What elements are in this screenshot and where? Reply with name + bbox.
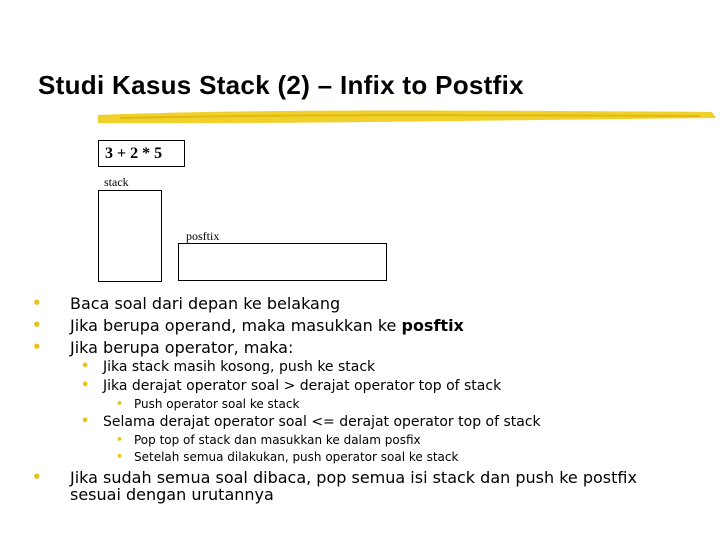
bullet-stack-empty bbox=[81, 359, 376, 375]
stack-label: stack bbox=[104, 175, 129, 189]
bullet-pop-top bbox=[116, 433, 421, 447]
bullet-text: Jika berupa operand, maka masukkan ke bbox=[70, 316, 402, 335]
bullet-icon: • bbox=[116, 433, 124, 446]
bullet-push-after bbox=[116, 450, 459, 464]
postfix-box bbox=[178, 243, 387, 281]
bullet-icon: • bbox=[32, 338, 42, 356]
bullet-lower-precedence bbox=[81, 414, 541, 430]
slide-title: Studi Kasus Stack (2) – Infix to Postfix bbox=[38, 70, 524, 100]
bullet-operator bbox=[32, 338, 294, 357]
bullet-text: Setelah semua dilakukan, push operator soal ke stack bbox=[134, 450, 459, 464]
bullet-text: Jika sudah semua soal dibaca, pop semua isi stack dan push ke postfix bbox=[70, 468, 637, 487]
bullet-text: Jika stack masih kosong, push ke stack bbox=[103, 359, 376, 375]
bullet-bold-text: posftix bbox=[401, 316, 464, 335]
bullet-text: Jika berupa operator, maka: bbox=[70, 338, 294, 357]
bullet-icon: • bbox=[116, 450, 124, 463]
bullet-text: sesuai dengan urutannya bbox=[70, 485, 274, 504]
bullet-icon: • bbox=[81, 414, 90, 429]
bullet-text: Push operator soal ke stack bbox=[134, 397, 300, 411]
stack-box bbox=[98, 190, 162, 282]
bullet-icon: • bbox=[116, 397, 124, 410]
bullet-text: Jika derajat operator soal > derajat operator top of stack bbox=[103, 378, 502, 394]
bullet-text: Selama derajat operator soal <= derajat operator top of stack bbox=[103, 414, 541, 430]
bullet-icon: • bbox=[81, 378, 90, 393]
bullet-icon: • bbox=[81, 359, 90, 374]
bullet-higher-precedence bbox=[81, 378, 502, 394]
bullet-icon: • bbox=[32, 316, 42, 334]
bullet-text: Baca soal dari depan ke belakang bbox=[70, 294, 341, 313]
expression-box: 3 + 2 * 5 bbox=[98, 140, 185, 167]
bullet-pop-all-continued bbox=[70, 485, 274, 504]
postfix-label: posftix bbox=[186, 229, 220, 243]
bullet-operand bbox=[32, 316, 464, 335]
bullet-push-operator bbox=[116, 397, 300, 411]
bullet-icon: • bbox=[32, 294, 42, 312]
bullet-text: Pop top of stack dan masukkan ke dalam posfix bbox=[134, 433, 421, 447]
bullet-read-input bbox=[32, 294, 341, 313]
bullet-icon: • bbox=[32, 468, 42, 486]
title-underline bbox=[0, 100, 720, 130]
